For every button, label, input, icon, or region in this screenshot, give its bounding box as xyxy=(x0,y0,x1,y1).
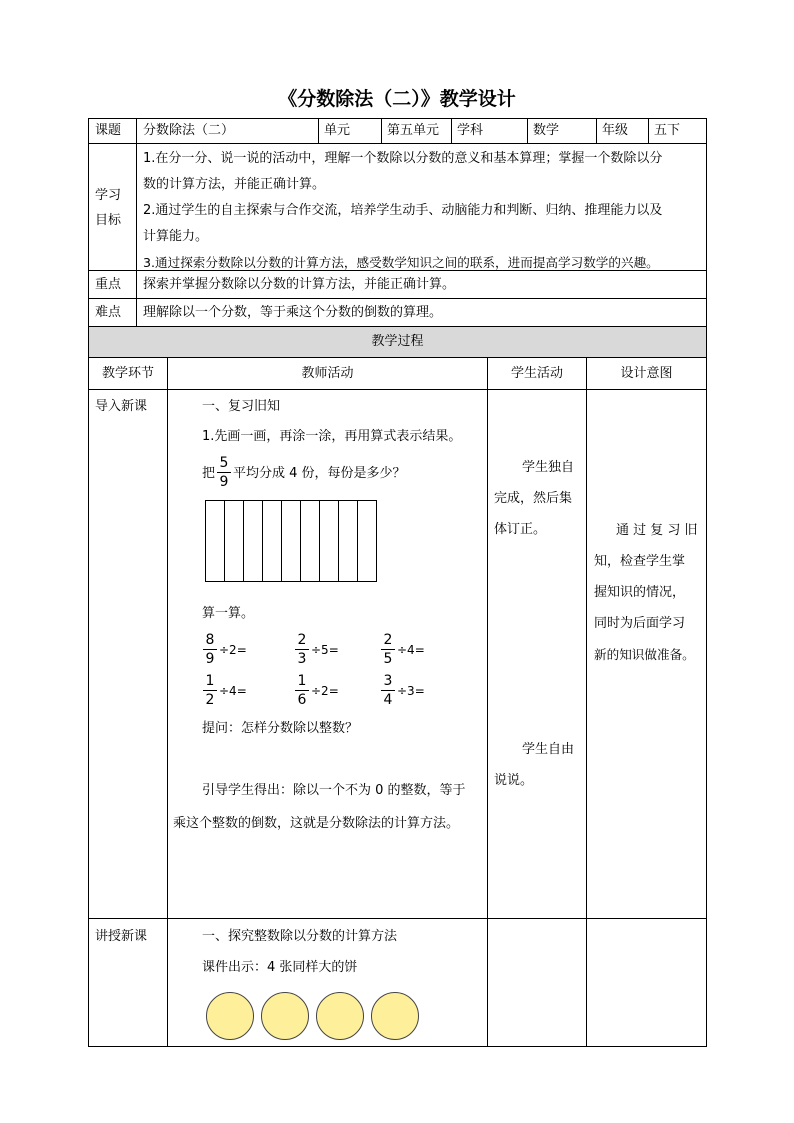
table-border-left xyxy=(88,118,89,1047)
col-divider xyxy=(487,357,488,1047)
strip-segment xyxy=(319,500,339,582)
question-fraction xyxy=(217,455,231,490)
intent-line: 知，检查学生掌 xyxy=(594,554,686,569)
grade-label: 年级 xyxy=(602,123,629,138)
goals-label-2: 目标 xyxy=(95,213,122,228)
topic-label: 课题 xyxy=(95,123,122,138)
exercise-fraction xyxy=(295,673,309,708)
table-border-bottom xyxy=(88,1046,707,1047)
key-point-text: 探索并掌握分数除以分数的计算方法，并能正确计算。 xyxy=(143,277,456,292)
stage-intro: 导入新课 xyxy=(95,399,148,414)
exercise-fraction xyxy=(381,632,395,667)
student-activity-line: 学生自由 xyxy=(522,742,575,757)
ask-question: 提问：怎样分数除以整数？ xyxy=(202,721,359,736)
student-activity-line: 学生独自 xyxy=(522,460,575,475)
fraction-strip-diagram xyxy=(205,500,376,582)
row-divider xyxy=(88,389,707,390)
process-header: 教学过程 xyxy=(371,334,424,349)
exercise-fraction xyxy=(295,632,309,667)
col-divider xyxy=(318,118,319,143)
row-divider xyxy=(88,143,707,144)
exercise-fraction xyxy=(203,632,217,667)
goal-line: 3.通过探索分数除以分数的计算方法，感受数学知识之间的联系，进而提高学习数学的兴趣。 xyxy=(143,255,659,270)
intent-line: 同时为后面学习 xyxy=(594,616,686,631)
subject-value: 数学 xyxy=(533,123,560,138)
intent-line: 新的知识做准备。 xyxy=(594,647,695,662)
intent-line: 通 过 复 习 旧 xyxy=(616,523,698,538)
exercise-operation: ÷4= xyxy=(219,684,247,698)
grade-value: 五下 xyxy=(654,123,681,138)
fraction-numerator: 2 xyxy=(383,632,393,648)
unit-value: 第五单元 xyxy=(387,123,440,138)
exercise-operation: ÷5= xyxy=(311,643,339,657)
goal-line: 2.通过学生的自主探索与合作交流，培养学生动手、动脑能力和判断、归纳、推理能力以及 xyxy=(143,203,663,218)
exercise-operation: ÷2= xyxy=(219,643,247,657)
fraction-denominator: 5 xyxy=(383,651,393,667)
fraction-numerator: 8 xyxy=(205,632,215,648)
strip-segment xyxy=(262,500,282,582)
student-activity-line: 完成，然后集 xyxy=(494,491,573,506)
pie-circle xyxy=(316,992,364,1040)
exercise-operation: ÷3= xyxy=(397,684,425,698)
pie-circle xyxy=(261,992,309,1040)
col-divider xyxy=(648,118,649,143)
fraction-denominator: 9 xyxy=(205,651,215,667)
fraction-bar xyxy=(295,690,309,691)
subject-label: 学科 xyxy=(457,123,484,138)
stage-new-lesson: 讲授新课 xyxy=(95,929,148,944)
review-heading: 一、复习旧知 xyxy=(202,399,281,414)
pie-row xyxy=(206,992,426,1042)
goal-line: 计算能力。 xyxy=(143,229,209,244)
col-divider xyxy=(586,357,587,1047)
task-1: 1.先画一画，再涂一涂，再用算式表示结果。 xyxy=(202,429,462,444)
topic-value: 分数除法（二） xyxy=(143,123,235,138)
strip-segment xyxy=(205,500,225,582)
fraction-bar xyxy=(381,649,395,650)
exercise-fraction xyxy=(203,673,217,708)
fraction-denominator: 3 xyxy=(297,651,307,667)
exercise-operation: ÷2= xyxy=(311,684,339,698)
fraction-bar xyxy=(295,649,309,650)
fraction-numerator: 1 xyxy=(297,673,307,689)
col-divider xyxy=(596,118,597,143)
col-header-stage: 教学环节 xyxy=(101,366,154,381)
strip-segment xyxy=(338,500,358,582)
strip-segment xyxy=(281,500,301,582)
table-border-right xyxy=(706,118,707,1047)
question-suffix: 平均分成 4 份，每份是多少？ xyxy=(233,466,406,481)
row-divider xyxy=(88,918,707,919)
difficulty-text: 理解除以一个分数，等于乘这个分数的倒数的算理。 xyxy=(143,305,443,320)
fraction-bar xyxy=(203,690,217,691)
row-divider xyxy=(88,298,707,299)
goals-text xyxy=(143,146,703,276)
col-divider xyxy=(381,118,382,143)
question-prefix: 把 xyxy=(202,466,216,481)
difficulty-label: 难点 xyxy=(95,305,122,320)
fraction-bar xyxy=(217,472,231,473)
fraction-numerator: 1 xyxy=(205,673,215,689)
fraction-bar xyxy=(203,649,217,650)
unit-label: 单元 xyxy=(324,123,351,138)
col-divider xyxy=(527,118,528,143)
fraction-denominator: 4 xyxy=(383,692,393,708)
pie-circle xyxy=(206,992,254,1040)
fraction-denominator: 2 xyxy=(205,692,215,708)
col-header-teacher: 教师活动 xyxy=(301,366,354,381)
exercise-fraction xyxy=(381,673,395,708)
goal-line: 1.在分一分、说一说的活动中，理解一个数除以分数的意义和基本算理；掌握一个数除以分 xyxy=(143,151,663,166)
col-divider xyxy=(136,118,137,326)
strip-segment xyxy=(224,500,244,582)
fraction-numerator: 2 xyxy=(297,632,307,648)
col-divider xyxy=(451,118,452,143)
student-activity-line: 说说。 xyxy=(494,773,534,788)
col-header-intent: 设计意图 xyxy=(620,366,673,381)
col-divider xyxy=(167,357,168,1047)
fraction-bar xyxy=(381,690,395,691)
student-activity-line: 体订正。 xyxy=(494,522,547,537)
pie-circle xyxy=(371,992,419,1040)
fraction-denominator: 9 xyxy=(219,474,229,490)
strip-segment xyxy=(300,500,320,582)
strip-segment xyxy=(357,500,377,582)
document-title: 《分数除法（二）》教学设计 xyxy=(278,88,516,110)
fraction-denominator: 6 xyxy=(297,692,307,708)
table-border-top xyxy=(88,118,707,119)
intent-line: 握知识的情况， xyxy=(594,585,686,600)
col-header-student: 学生活动 xyxy=(510,366,563,381)
strip-segment xyxy=(243,500,263,582)
exercise-operation: ÷4= xyxy=(397,643,425,657)
guide-line-1: 引导学生得出：除以一个不为 0 的整数，等于 xyxy=(202,783,466,798)
fraction-numerator: 3 xyxy=(383,673,393,689)
guide-line-2: 乘这个整数的倒数，这就是分数除法的计算方法。 xyxy=(173,816,460,831)
goal-line: 数的计算方法，并能正确计算。 xyxy=(143,177,326,192)
row-divider xyxy=(88,357,707,358)
calc-label: 算一算。 xyxy=(202,606,255,621)
courseware-text: 课件出示：4 张同样大的饼 xyxy=(202,960,358,975)
fraction-numerator: 5 xyxy=(219,455,229,471)
explore-heading: 一、探究整数除以分数的计算方法 xyxy=(202,929,398,944)
key-point-label: 重点 xyxy=(95,277,122,292)
goals-label-1: 学习 xyxy=(95,188,122,203)
